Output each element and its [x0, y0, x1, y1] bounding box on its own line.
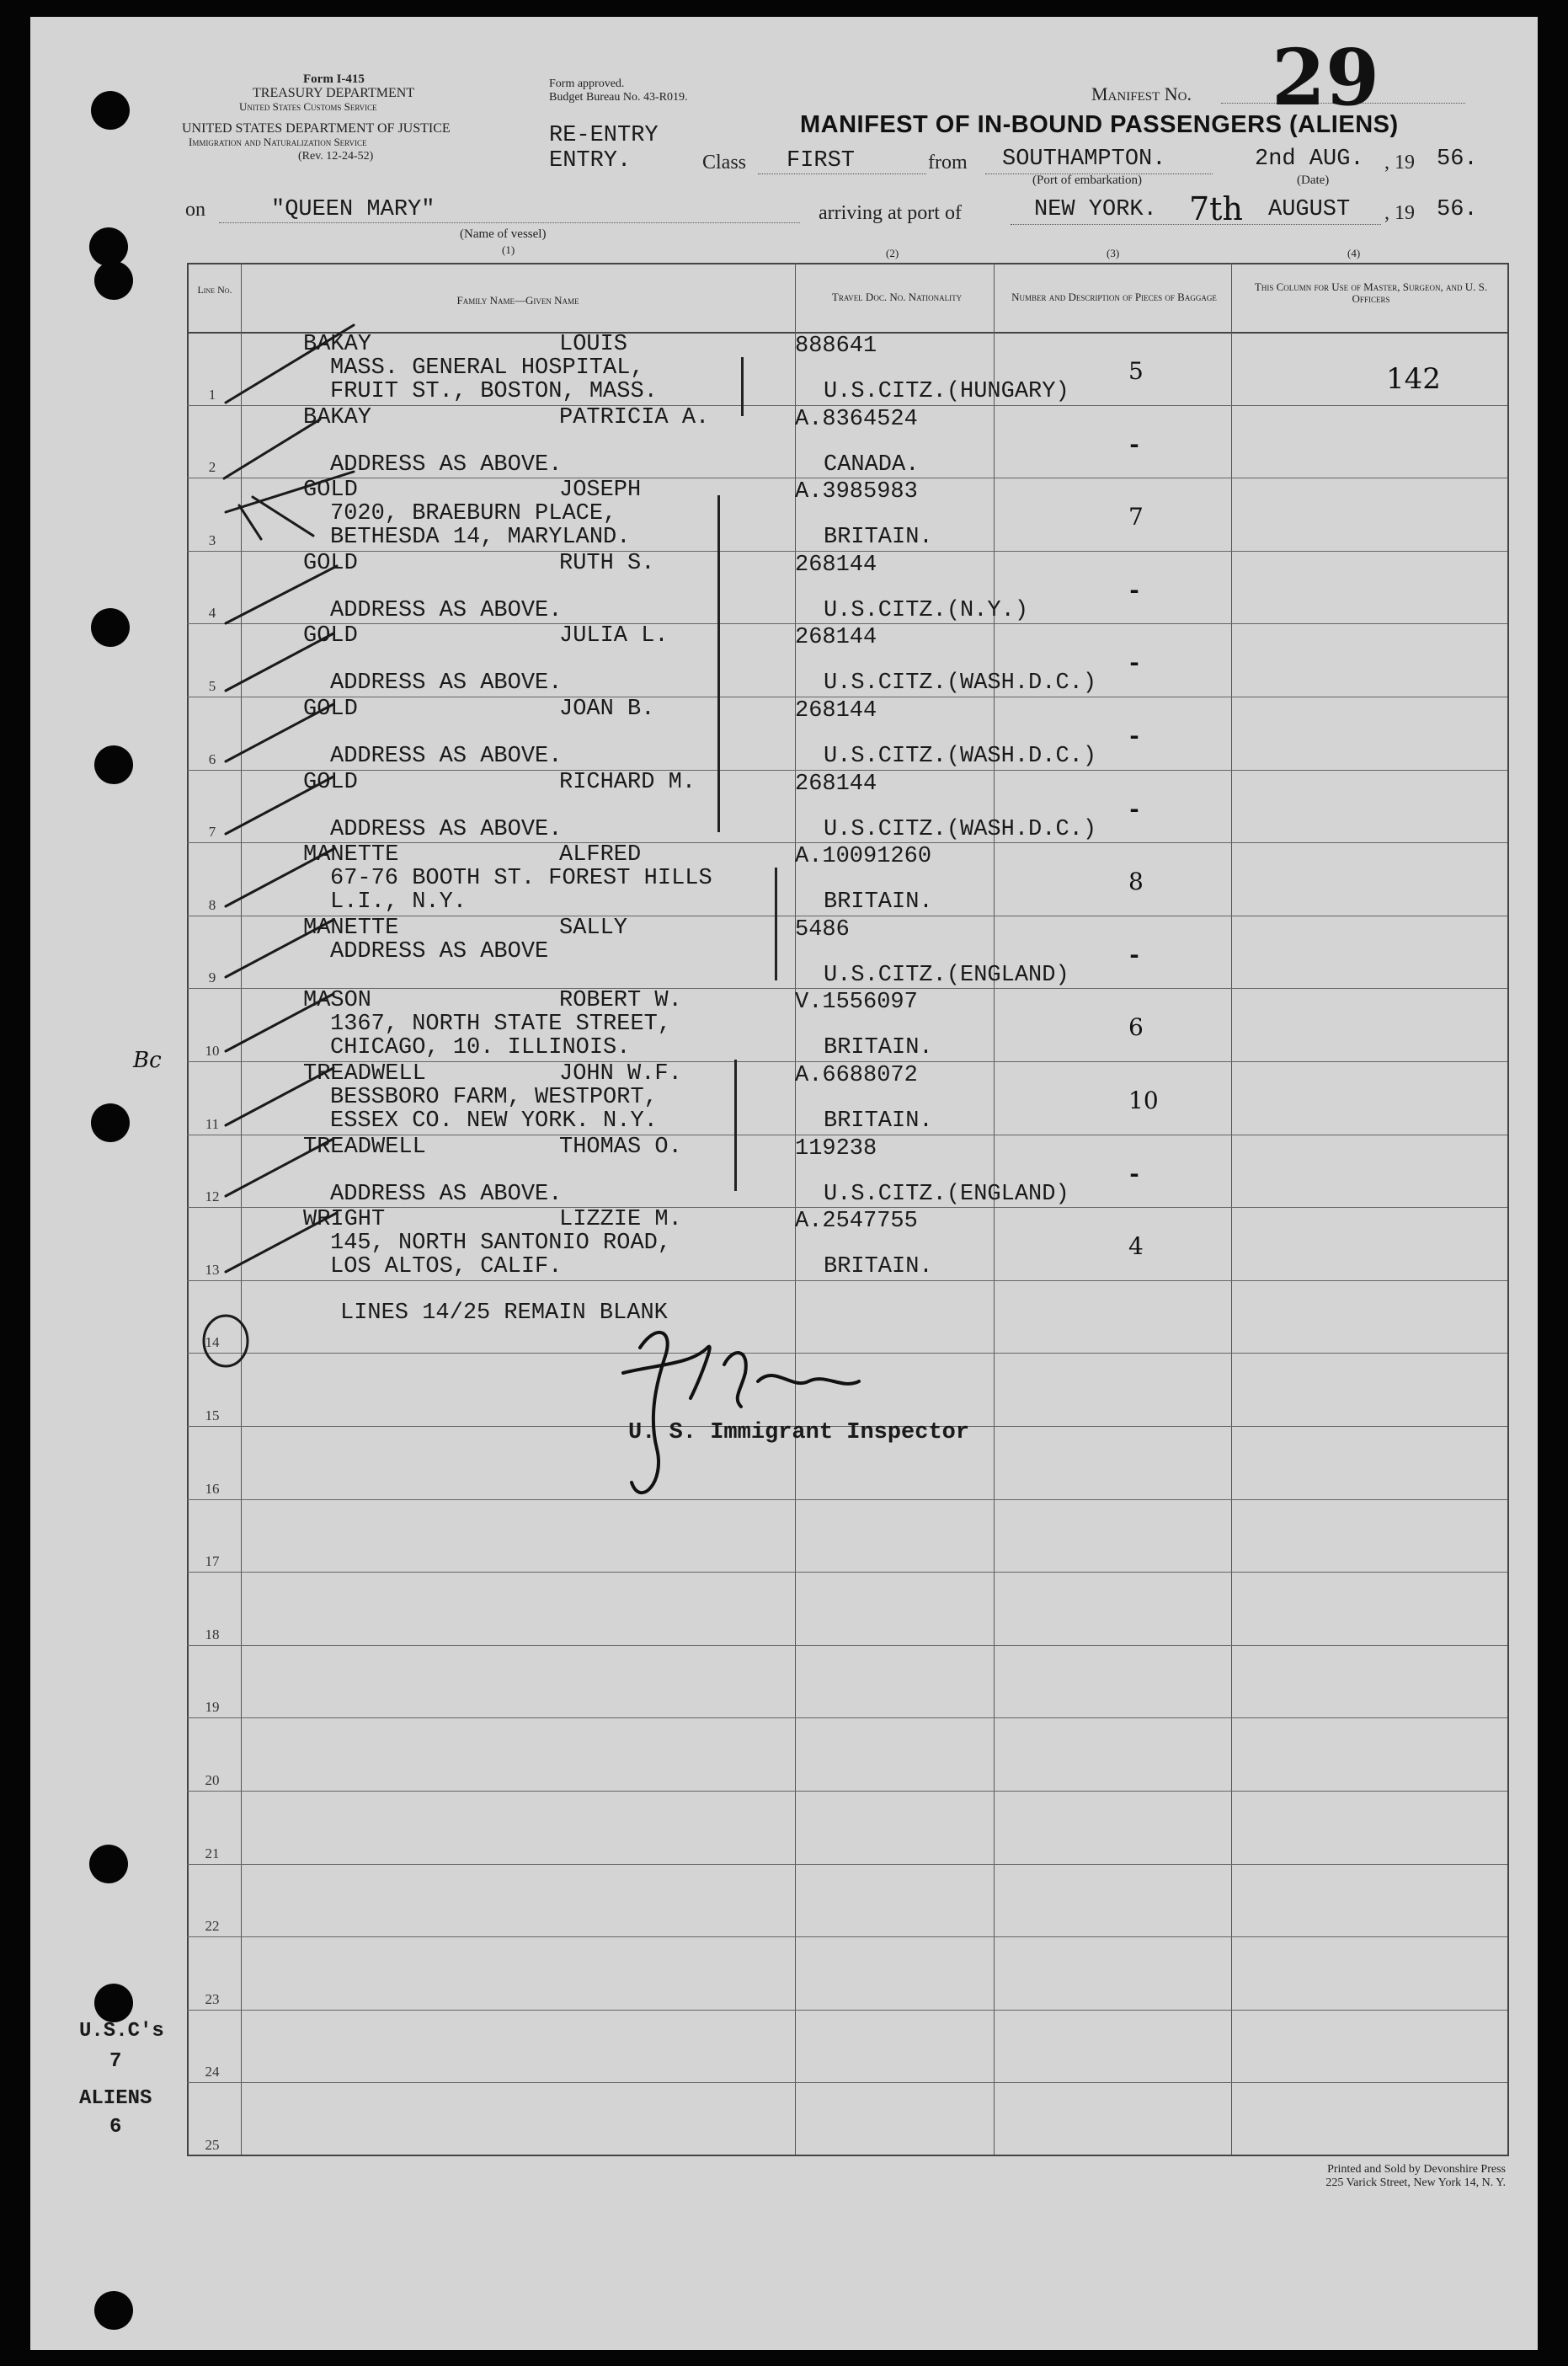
col-2-label: (2): [886, 247, 899, 259]
departure-year: 56.: [1437, 147, 1478, 172]
manifest-number: 29: [1272, 32, 1380, 123]
row-addr2: L.I., N.Y.: [330, 889, 467, 915]
arrival-day: 7th: [1189, 190, 1243, 227]
margin-uscs-count: 7: [109, 2050, 122, 2073]
row-given: RICHARD M.: [559, 770, 696, 795]
row-family: BAKAY: [303, 405, 372, 430]
line-number: 13: [205, 1262, 220, 1278]
row-addr1: 7020, BRAEBURN PLACE,: [330, 501, 617, 526]
line-number: 8: [208, 897, 216, 913]
row-doc: V.1556097: [795, 990, 918, 1015]
row-doc: 268144: [795, 772, 877, 797]
line-number: 1: [208, 387, 216, 403]
row-family: GOLD: [303, 770, 358, 795]
row-addr2: BETHESDA 14, MARYLAND.: [330, 525, 631, 550]
row-family: GOLD: [303, 551, 358, 576]
row-addr2: ADDRESS AS ABOVE.: [330, 1182, 563, 1207]
row-addr1: 1367, NORTH STATE STREET,: [330, 1012, 672, 1037]
on-label: on: [185, 199, 205, 221]
row-family: WRIGHT: [303, 1207, 386, 1232]
row-nationality: U.S.CITZ.(WASH.D.C.): [824, 744, 1097, 769]
row-given: JOAN B.: [559, 697, 655, 722]
row-addr2: ADDRESS AS ABOVE.: [330, 817, 563, 842]
row-addr2: ADDRESS AS ABOVE.: [330, 452, 563, 478]
row-addr2: LOS ALTOS, CALIF.: [330, 1254, 563, 1279]
row-baggage: 4: [1128, 1232, 1144, 1260]
date-caption: (Date): [1297, 174, 1330, 187]
header-baggage: Number and Description of Pieces of Baggage: [1011, 291, 1217, 303]
form-rev: (Rev. 12-24-52): [298, 150, 374, 163]
line-number: 6: [208, 751, 216, 767]
row-given: LOUIS: [559, 332, 628, 357]
printer-line-2: 225 Varick Street, New York 14, N. Y.: [1325, 2176, 1506, 2189]
line-number: 19: [205, 1699, 220, 1715]
from-label: from: [928, 152, 968, 174]
row-family: BAKAY: [303, 332, 372, 357]
header-name: Family Name—Given Name: [456, 294, 579, 307]
row-doc: 268144: [795, 553, 877, 578]
line-number: 24: [205, 2064, 220, 2080]
row-family: TREADWELL: [303, 1061, 426, 1087]
header-line-no: Line No.: [197, 284, 232, 296]
row-baggage: -: [1127, 578, 1143, 606]
row-given: THOMAS O.: [559, 1135, 682, 1160]
row-addr2: CHICAGO, 10. ILLINOIS.: [330, 1035, 631, 1060]
row-addr2: ADDRESS AS ABOVE.: [330, 670, 563, 696]
reentry-line-1: RE-ENTRY: [549, 123, 659, 148]
row-nationality: U.S.CITZ.(HUNGARY): [824, 379, 1069, 404]
row-doc: 268144: [795, 625, 877, 650]
row-nationality: BRITAIN.: [824, 525, 933, 550]
row-nationality: U.S.CITZ.(ENGLAND): [824, 963, 1069, 988]
line-number: 14: [205, 1334, 220, 1350]
printer-line-1: Printed and Sold by Devonshire Press: [1327, 2163, 1506, 2176]
officer-note: 142: [1386, 362, 1441, 396]
row-baggage: -: [1127, 724, 1143, 752]
row-doc: 888641: [795, 334, 877, 359]
line-number: 17: [205, 1553, 220, 1569]
line-number: 15: [205, 1407, 220, 1423]
row-given: JULIA L.: [559, 623, 669, 649]
arrival-month: AUGUST: [1268, 197, 1351, 222]
margin-aliens: ALIENS: [79, 2087, 152, 2110]
row-given: RUTH S.: [559, 551, 655, 576]
row-nationality: U.S.CITZ.(ENGLAND): [824, 1182, 1069, 1207]
row-nationality: U.S.CITZ.(WASH.D.C.): [824, 670, 1097, 696]
ins-service: Immigration and Naturalization Service: [189, 136, 367, 148]
row-doc: A.2547755: [795, 1209, 918, 1234]
row-addr2: ESSEX CO. NEW YORK. N.Y.: [330, 1108, 658, 1134]
justice-dept: UNITED STATES DEPARTMENT OF JUSTICE: [182, 121, 451, 136]
vessel-caption: (Name of vessel): [460, 227, 547, 241]
class-value: FIRST: [787, 148, 856, 174]
line-number: 22: [205, 1918, 220, 1934]
arrival-year: 56.: [1437, 197, 1478, 222]
line-number: 3: [208, 532, 216, 548]
row-baggage: 7: [1128, 503, 1144, 531]
row-baggage: 10: [1128, 1087, 1159, 1114]
row-addr1: ADDRESS AS ABOVE: [330, 939, 549, 964]
margin-note-bc: Bc: [133, 1048, 162, 1073]
row-given: JOSEPH: [559, 478, 642, 503]
row-family: GOLD: [303, 697, 358, 722]
margin-uscs: U.S.C's: [79, 2020, 164, 2043]
row-family: TREADWELL: [303, 1135, 426, 1160]
line-number: 5: [208, 678, 216, 694]
row-baggage: 8: [1128, 868, 1144, 895]
row-given: SALLY: [559, 916, 628, 941]
arriving-label: arriving at port of: [819, 202, 962, 224]
row-addr1: 67-76 BOOTH ST. FOREST HILLS: [330, 866, 712, 891]
budget-bureau: Budget Bureau No. 43-R019.: [549, 91, 688, 104]
row-nationality: CANADA.: [824, 452, 920, 478]
row-nationality: BRITAIN.: [824, 1108, 933, 1134]
line-number: 25: [205, 2137, 220, 2153]
row-baggage: 6: [1128, 1013, 1144, 1041]
line-number: 20: [205, 1772, 220, 1788]
row-baggage: -: [1127, 650, 1143, 679]
line-number: 4: [208, 605, 216, 621]
embark-caption: (Port of embarkation): [1032, 174, 1142, 187]
class-label: Class: [702, 152, 747, 174]
row-family: MASON: [303, 988, 372, 1013]
blank-lines-note: LINES 14/25 REMAIN BLANK: [340, 1300, 668, 1326]
row-family: MANETTE: [303, 842, 399, 868]
row-baggage: 5: [1128, 357, 1144, 385]
row-addr1: 145, NORTH SANTONIO ROAD,: [330, 1231, 672, 1256]
line-number: 10: [205, 1043, 220, 1059]
port-of-arrival: NEW YORK.: [1034, 197, 1157, 222]
header-travel-doc: Travel Doc. No. Nationality: [831, 291, 963, 303]
row-nationality: U.S.CITZ.(N.Y.): [824, 598, 1029, 623]
row-baggage: -: [1127, 1162, 1143, 1190]
row-doc: 119238: [795, 1136, 877, 1162]
line-number: 11: [205, 1116, 220, 1132]
row-doc: A.8364524: [795, 407, 918, 432]
line-number: 9: [208, 969, 216, 985]
year-prefix-2: , 19: [1384, 202, 1415, 224]
row-nationality: U.S.CITZ.(WASH.D.C.): [824, 817, 1097, 842]
line-number: 7: [208, 824, 216, 840]
row-given: ROBERT W.: [559, 988, 682, 1013]
manifest-title: MANIFEST OF IN-BOUND PASSENGERS (ALIENS): [800, 111, 1399, 138]
header-officers: This Column for Use of Master, Surgeon, and U. S. Officers: [1254, 280, 1488, 306]
row-addr1: BESSBORO FARM, WESTPORT,: [330, 1085, 658, 1110]
row-doc: A.3985983: [795, 479, 918, 505]
form-number: Form I-415: [303, 72, 365, 86]
departure-date: 2nd AUG.: [1255, 147, 1364, 172]
row-doc: 268144: [795, 698, 877, 724]
row-family: GOLD: [303, 478, 358, 503]
year-prefix: , 19: [1384, 152, 1415, 174]
row-doc: A.6688072: [795, 1063, 918, 1088]
port-of-embarkation: SOUTHAMPTON.: [1002, 147, 1166, 172]
col-3-label: (3): [1107, 247, 1120, 259]
row-doc: A.10091260: [795, 844, 932, 869]
line-number: 2: [208, 459, 216, 475]
reentry-line-2: ENTRY.: [549, 148, 632, 174]
row-family: MANETTE: [303, 916, 399, 941]
line-number: 16: [205, 1481, 220, 1497]
line-number: 18: [205, 1626, 220, 1642]
row-nationality: BRITAIN.: [824, 889, 933, 915]
row-addr2: ADDRESS AS ABOVE.: [330, 598, 563, 623]
line-number: 21: [205, 1845, 220, 1861]
inspector-signature: [606, 1314, 893, 1516]
inspector-label: U. S. Immigrant Inspector: [628, 1420, 970, 1445]
row-doc: 5486: [795, 917, 850, 943]
line-number: 12: [205, 1188, 220, 1204]
col-1-label: (1): [502, 243, 515, 256]
row-addr2: ADDRESS AS ABOVE.: [330, 744, 563, 769]
row-given: JOHN W.F.: [559, 1061, 682, 1087]
row-addr2: FRUIT ST., BOSTON, MASS.: [330, 379, 658, 404]
customs-service: United States Customs Service: [239, 100, 377, 113]
row-baggage: -: [1127, 432, 1143, 461]
form-approved: Form approved.: [549, 77, 625, 90]
treasury-dept: TREASURY DEPARTMENT: [253, 86, 415, 100]
row-nationality: BRITAIN.: [824, 1254, 933, 1279]
row-baggage: -: [1127, 797, 1143, 825]
row-family: GOLD: [303, 623, 358, 649]
row-nationality: BRITAIN.: [824, 1035, 933, 1060]
row-baggage: -: [1127, 943, 1143, 971]
vessel-name: "QUEEN MARY": [271, 197, 435, 222]
line-number: 23: [205, 1991, 220, 2007]
col-4-label: (4): [1347, 247, 1361, 259]
row-given: PATRICIA A.: [559, 405, 710, 430]
manifest-no-label: Manifest No.: [1091, 83, 1192, 104]
row-given: LIZZIE M.: [559, 1207, 682, 1232]
row-given: ALFRED: [559, 842, 642, 868]
margin-aliens-count: 6: [109, 2116, 122, 2139]
row-addr1: MASS. GENERAL HOSPITAL,: [330, 355, 644, 381]
